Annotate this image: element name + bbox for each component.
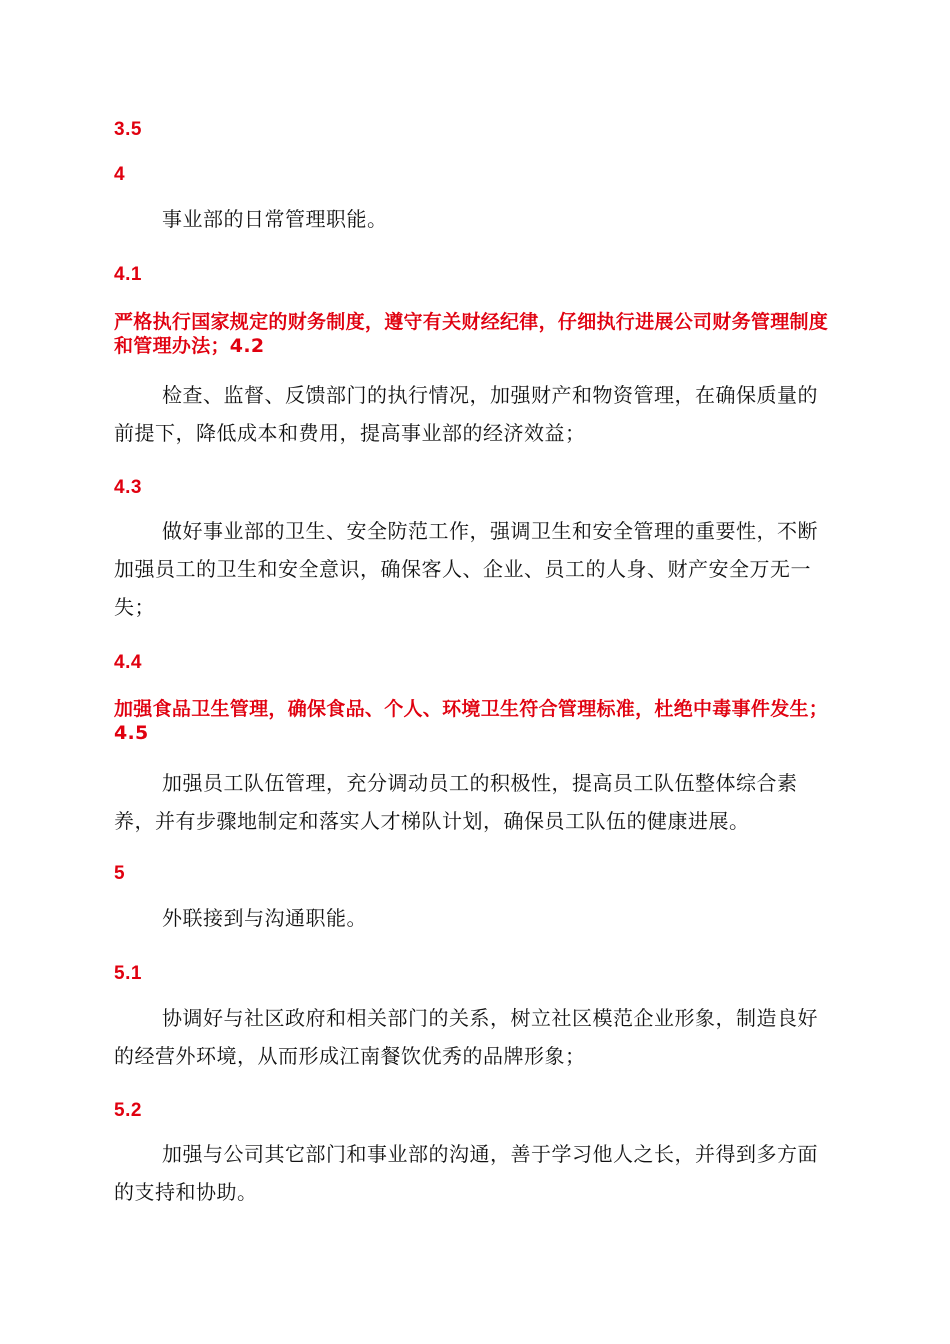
- section-number-4: 4: [114, 164, 126, 185]
- paragraph-5: 外联接到与沟通职能。: [162, 906, 367, 930]
- paragraph-4-3: 做好事业部的卫生、安全防范工作，强调卫生和安全管理的重要性，不断加强员工的卫生和安全意识，确保客人、企业、员工的人身、财产安全万无一失；: [114, 519, 818, 619]
- section-number-5: 5: [114, 863, 126, 884]
- section-number-5-1: 5.1: [114, 963, 142, 984]
- paragraph-5-1: 协调好与社区政府和相关部门的关系，树立社区模范企业形象，制造良好的经营外环境，从而形成江南餐饮优秀的品牌形象；: [114, 1006, 818, 1068]
- paragraph-4-2: 检查、监督、反馈部门的执行情况，加强财产和物资管理，在确保质量的前提下，降低成本和费用，提高事业部的经济效益；: [114, 383, 818, 445]
- bold-heading-4-1: 严格执行国家规定的财务制度，遵守有关财经纪律，仔细执行进展公司财务管理制度和管理办法；4.2: [114, 311, 829, 357]
- section-number-5-2: 5.2: [114, 1100, 142, 1121]
- paragraph-4-5: 加强员工队伍管理，充分调动员工的积极性，提高员工队伍整体综合素养，并有步骤地制定和落实人才梯队计划，确保员工队伍的健康进展。: [114, 771, 798, 833]
- section-number-4-1: 4.1: [114, 264, 142, 285]
- paragraph-5-2: 加强与公司其它部门和事业部的沟通，善于学习他人之长，并得到多方面的支持和协助。: [114, 1142, 818, 1204]
- section-number-4-4: 4.4: [114, 652, 142, 673]
- section-number-4-3: 4.3: [114, 477, 142, 498]
- bold-heading-4-4: 加强食品卫生管理，确保食品、个人、环境卫生符合管理标准，杜绝中毒事件发生；4.5: [114, 698, 829, 744]
- section-number-3-5: 3.5: [114, 119, 142, 140]
- paragraph-4: 事业部的日常管理职能。: [162, 207, 388, 231]
